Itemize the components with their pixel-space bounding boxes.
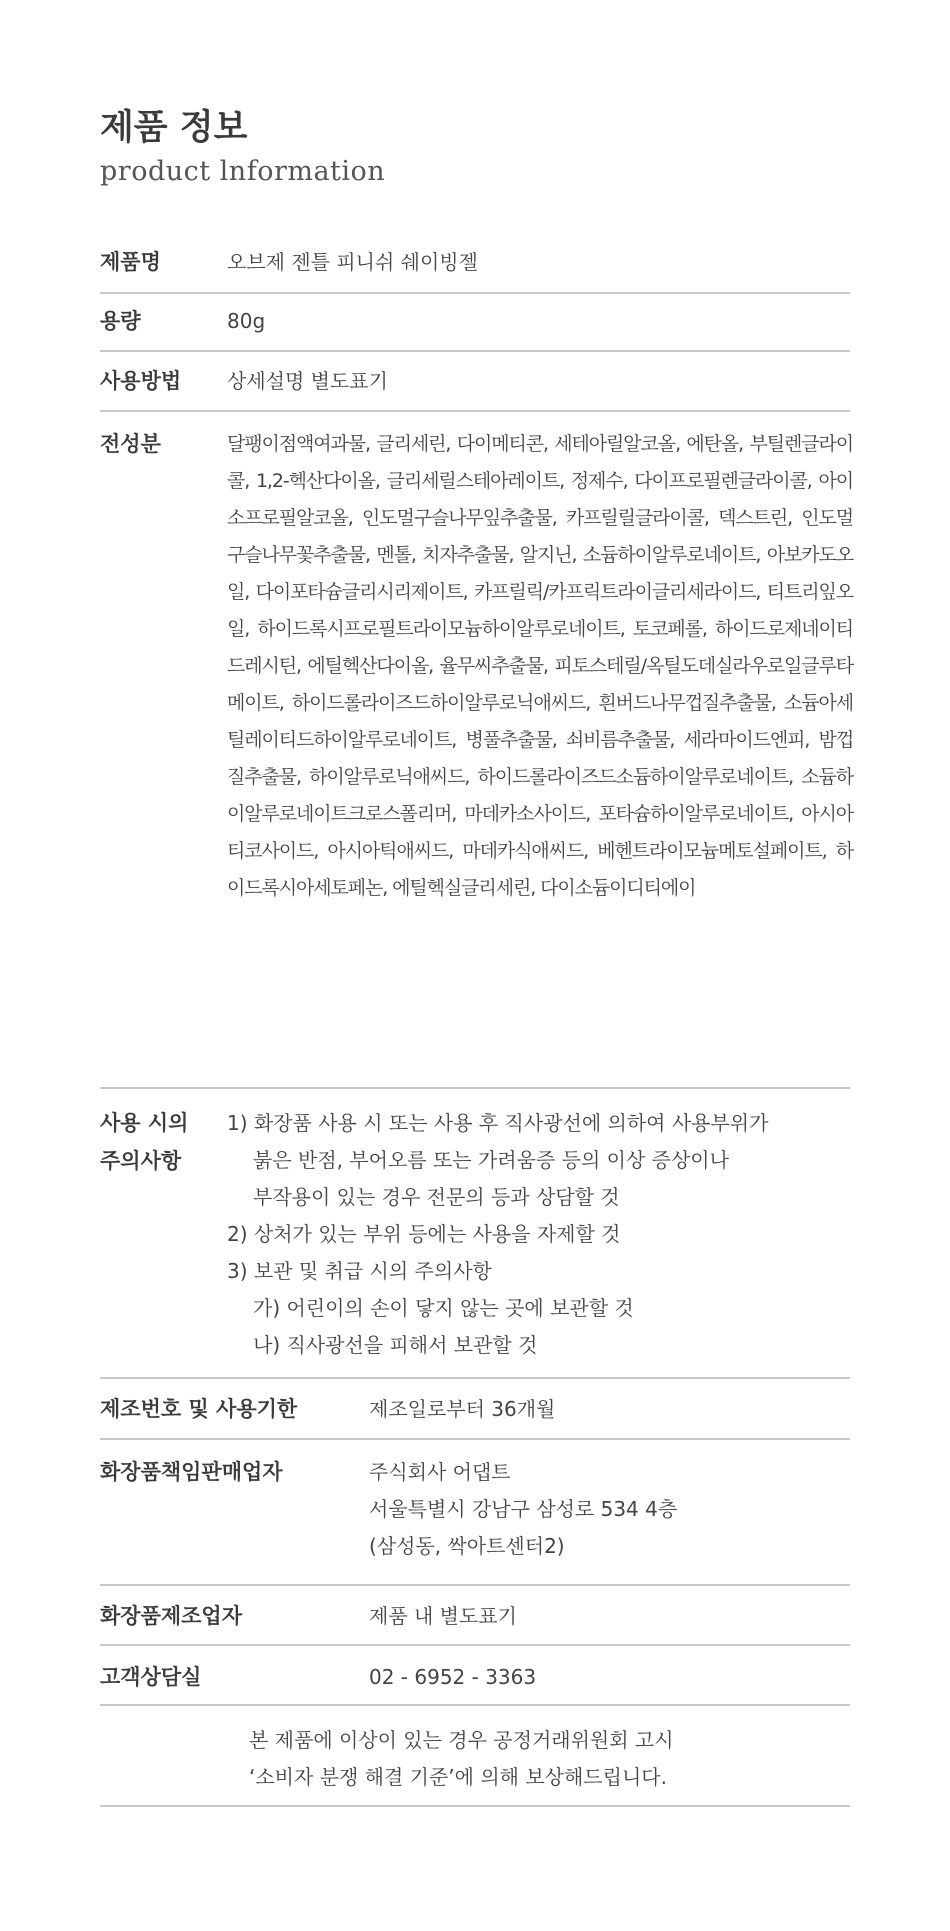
row-value-maker: 제품 내 별도표기 xyxy=(369,1604,517,1628)
notice-line: 본 제품에 이상이 있는 경우 공정거래위원회 고시 xyxy=(249,1728,674,1752)
divider xyxy=(100,350,850,352)
row-label-volume: 용량 xyxy=(100,309,141,333)
row-label-usage: 사용방법 xyxy=(100,369,182,393)
row-label-expiry: 제조번호 및 사용기한 xyxy=(100,1397,298,1421)
row-value-usage: 상세설명 별도표기 xyxy=(227,369,388,393)
divider xyxy=(100,1438,850,1440)
divider xyxy=(100,1805,850,1807)
row-label-name: 제품명 xyxy=(100,250,161,274)
row-label-maker: 화장품제조업자 xyxy=(100,1604,243,1628)
divider xyxy=(100,1644,850,1646)
row-label-seller: 화장품책임판매업자 xyxy=(100,1460,283,1484)
divider xyxy=(100,1377,850,1379)
divider xyxy=(100,1584,850,1586)
row-label-support: 고객상담실 xyxy=(100,1665,202,1689)
caution-line: 3) 보관 및 취급 시의 주의사항 xyxy=(227,1259,492,1283)
row-value-ingredients: 달팽이점액여과물, 글리세린, 다이메티콘, 세테아릴알코올, 에탄올, 부틸렌글라이콜, 1,2-헥산다이올, 글리세릴스테아레이트, 정제수, 다이프로필렌글라이콜, 아이소프로필알코올, 인도멀구슬나무잎추출물, 카프릴릴글라이콜, 덱스트린, 인도멀구슬나무꽃추출물, 멘톨, 치자추출물, 알지닌, 소듐하이알루로네이트, 아보카도오일, 다이포타슘글리시리제이트, 카프릴릭/카프릭트라이글리세라이드, 티트리잎오일, 하이드록시프로필트라이모늄하이알루로네이트, 토코페롤, 하이드로제네이티드레시틴, 에틸헥산다이올, 율무씨추출물, 피토스테릴/옥틸도데실라우로일글루타메이트, 하이드롤라이즈드하이알루로닉애씨드, 흰버드나무껍질추출물, 소듐아세틸레이티드하이알루로네이트, 병풀추출물, 쇠비름추출물, 세라마이드엔피, 밤껍질추출물, 하이알루로닉애씨드, 하이드롤라이즈드소듐하이알루로네이트, 소듐하이알루로네이트크로스폴리머, 마데카소사이드, 포타슘하이알루로네이트, 아시아티코사이드, 아시아틱애씨드, 마데카식애씨드, 베헨트라이모늄메토설페이트, 하이드록시아세토페논, 에틸헥실글리세린, 다이소듐이디티에이 xyxy=(227,433,853,899)
divider xyxy=(100,1087,850,1089)
divider xyxy=(100,292,850,294)
caution-line: 가) 어린이의 손이 닿지 않는 곳에 보관할 것 xyxy=(253,1296,634,1320)
row-value-expiry: 제조일로부터 36개월 xyxy=(369,1397,556,1421)
row-label-caution-line1: 사용 시의 xyxy=(100,1111,189,1135)
row-value-volume: 80g xyxy=(227,309,266,333)
caution-line: 붉은 반점, 부어오름 또는 가려움증 등의 이상 증상이나 xyxy=(253,1148,729,1172)
caution-line: 나) 직사광선을 피해서 보관할 것 xyxy=(253,1333,538,1357)
page-subtitle: product lnformation xyxy=(100,156,386,187)
caution-line: 부작용이 있는 경우 전문의 등과 상담할 것 xyxy=(253,1185,620,1209)
caution-line: 1) 화장품 사용 시 또는 사용 후 직사광선에 의하여 사용부위가 xyxy=(227,1111,769,1135)
seller-line: 서울특별시 강남구 삼성로 534 4층 xyxy=(369,1497,678,1521)
divider xyxy=(100,410,850,412)
row-label-caution-line2: 주의사항 xyxy=(100,1149,182,1173)
row-label-ingredients: 전성분 xyxy=(100,432,161,456)
seller-line: 주식회사 어댑트 xyxy=(369,1460,511,1484)
page-title: 제품 정보 xyxy=(100,108,248,148)
divider xyxy=(100,1704,850,1706)
caution-line: 2) 상처가 있는 부위 등에는 사용을 자제할 것 xyxy=(227,1222,621,1246)
seller-line: (삼성동, 싹아트센터2) xyxy=(369,1534,565,1558)
caution-text xyxy=(227,1105,768,1364)
row-value-name: 오브제 젠틀 피니쉬 쉐이빙젤 xyxy=(227,250,478,274)
notice-line: ‘소비자 분쟁 해결 기준’에 의해 보상해드립니다. xyxy=(249,1765,667,1789)
notice-text xyxy=(249,1722,674,1796)
row-value-support: 02 - 6952 - 3363 xyxy=(369,1665,537,1689)
row-value-seller xyxy=(369,1454,677,1565)
